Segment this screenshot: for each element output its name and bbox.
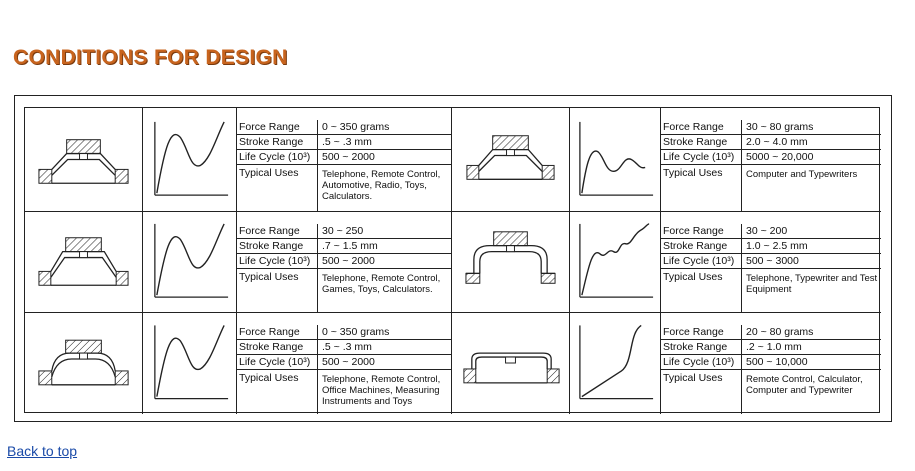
stroke-range-label: Stroke Range — [661, 340, 741, 355]
switch-diagram-3 — [25, 212, 143, 313]
force-range-label: Force Range — [661, 120, 741, 135]
stroke-range-label: Stroke Range — [237, 340, 317, 355]
spec-table-1 — [237, 108, 452, 212]
switch-diagram-4 — [452, 212, 570, 313]
force-curve-3 — [143, 212, 237, 313]
spec-table-6 — [661, 313, 881, 414]
typical-uses-label: Typical Uses — [663, 167, 723, 179]
force-range-value: 0 ~ 350 grams — [317, 325, 451, 340]
typical-uses-label: Typical Uses — [663, 271, 723, 283]
force-curve-1 — [143, 108, 237, 212]
switch-diagram-6 — [452, 313, 570, 414]
life-cycle-label: Life Cycle (10³) — [237, 254, 317, 269]
force-curve-4 — [570, 212, 661, 313]
stroke-range-value: 1.0 ~ 2.5 mm — [741, 239, 881, 254]
typical-uses-label: Typical Uses — [239, 167, 299, 179]
switch-diagram-5 — [25, 313, 143, 414]
force-range-label: Force Range — [661, 224, 741, 239]
life-cycle-value: 500 ~ 2000 — [317, 150, 451, 165]
force-range-label: Force Range — [661, 325, 741, 340]
force-range-value: 30 ~ 200 — [741, 224, 881, 239]
typical-uses-value: Computer and Typewriters — [741, 165, 881, 211]
life-cycle-label: Life Cycle (10³) — [661, 355, 741, 370]
force-range-value: 30 ~ 250 — [317, 224, 451, 239]
life-cycle-label: Life Cycle (10³) — [661, 254, 741, 269]
force-range-value: 20 ~ 80 grams — [741, 325, 881, 340]
switch-diagram-2 — [452, 108, 570, 212]
page-heading: CONDITIONS FOR DESIGN — [13, 46, 288, 69]
stroke-range-value: .2 ~ 1.0 mm — [741, 340, 881, 355]
stroke-range-value: .5 ~ .3 mm — [317, 340, 451, 355]
life-cycle-label: Life Cycle (10³) — [237, 150, 317, 165]
life-cycle-value: 5000 ~ 20,000 — [741, 150, 881, 165]
typical-uses-value: Telephone, Remote Control, Automotive, Radio, Toys, Calculators. — [317, 165, 451, 211]
stroke-range-value: 2.0 ~ 4.0 mm — [741, 135, 881, 150]
life-cycle-value: 500 ~ 2000 — [317, 355, 451, 370]
back-to-top-link[interactable]: Back to top — [7, 443, 78, 459]
life-cycle-value: 500 ~ 10,000 — [741, 355, 881, 370]
force-curve-6 — [570, 313, 661, 414]
spec-table-3 — [237, 212, 452, 313]
stroke-range-label: Stroke Range — [661, 135, 741, 150]
force-range-label: Force Range — [237, 224, 317, 239]
switch-diagram-1 — [25, 108, 143, 212]
typical-uses-label: Typical Uses — [663, 372, 723, 384]
spec-table-4 — [661, 212, 881, 313]
typical-uses-value: Telephone, Remote Control, Games, Toys, Calculators. — [317, 269, 451, 312]
life-cycle-value: 500 ~ 2000 — [317, 254, 451, 269]
force-range-value: 0 ~ 350 grams — [317, 120, 451, 135]
stroke-range-value: .7 ~ 1.5 mm — [317, 239, 451, 254]
force-range-label: Force Range — [237, 325, 317, 340]
force-curve-5 — [143, 313, 237, 414]
typical-uses-label: Typical Uses — [239, 271, 299, 283]
life-cycle-label: Life Cycle (10³) — [237, 355, 317, 370]
spec-table-2 — [661, 108, 881, 212]
stroke-range-label: Stroke Range — [237, 239, 317, 254]
life-cycle-label: Life Cycle (10³) — [661, 150, 741, 165]
design-table — [24, 107, 880, 413]
typical-uses-value: Telephone, Typewriter and Test Equipment — [741, 269, 881, 312]
force-range-label: Force Range — [237, 120, 317, 135]
spec-table-5 — [237, 313, 452, 414]
force-curve-2 — [570, 108, 661, 212]
life-cycle-value: 500 ~ 3000 — [741, 254, 881, 269]
stroke-range-label: Stroke Range — [237, 135, 317, 150]
force-range-value: 30 ~ 80 grams — [741, 120, 881, 135]
typical-uses-value: Remote Control, Calculator, Computer and Typewriter — [741, 370, 881, 414]
stroke-range-label: Stroke Range — [661, 239, 741, 254]
typical-uses-label: Typical Uses — [239, 372, 299, 384]
stroke-range-value: .5 ~ .3 mm — [317, 135, 451, 150]
typical-uses-value: Telephone, Remote Control, Office Machines, Measuring Instruments and Toys — [317, 370, 451, 414]
